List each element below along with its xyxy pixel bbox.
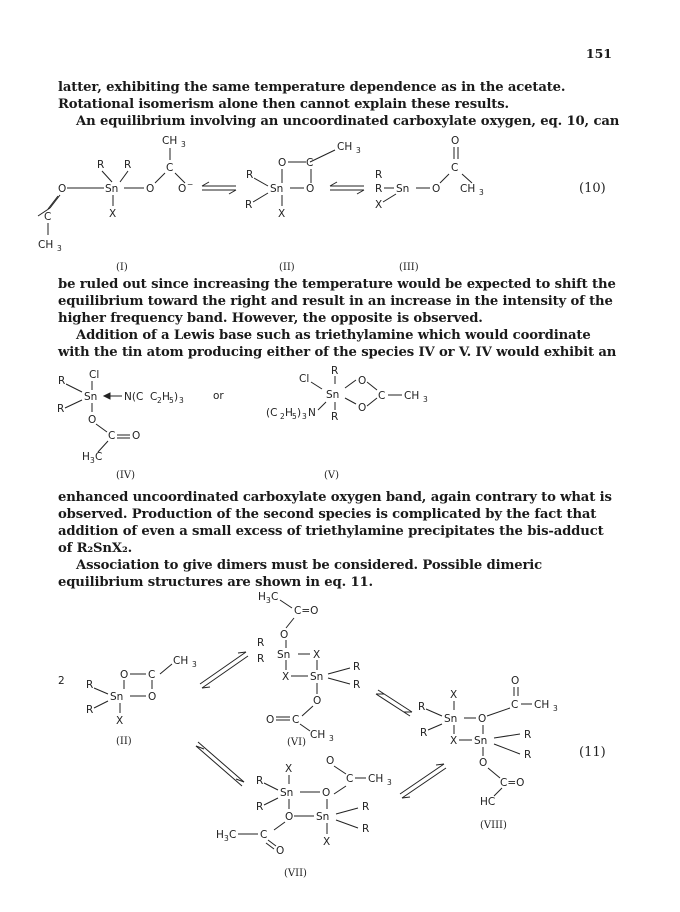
or-connector: or (213, 390, 224, 402)
svg-text:O: O (148, 691, 157, 703)
page-number: 151 (585, 46, 612, 61)
structure-IV (57, 369, 184, 481)
svg-text:HC: HC (480, 796, 496, 808)
svg-text:R: R (257, 653, 265, 665)
svg-text:N: N (308, 407, 316, 419)
svg-text:O: O (358, 402, 367, 414)
svg-text:CH: CH (310, 729, 326, 741)
svg-text:O: O (451, 135, 460, 147)
svg-text:Sn: Sn (277, 649, 291, 661)
svg-text:N(C: N(C (124, 391, 144, 403)
svg-text:3: 3 (179, 396, 184, 405)
svg-text:C: C (271, 591, 279, 603)
svg-text:CH: CH (162, 135, 178, 147)
svg-text:R: R (58, 375, 66, 387)
paragraph-6: Association to give dimers must be considered. Possible dimeric equilibrium structures are shown in eq. 11. (58, 558, 543, 590)
eq11-coefficient: 2 (58, 675, 65, 687)
svg-text:R: R (256, 801, 264, 813)
svg-text:C: C (306, 157, 314, 169)
svg-text:X: X (450, 689, 458, 701)
svg-text:5: 5 (169, 396, 174, 405)
svg-text:C: C (108, 430, 116, 442)
svg-text:Sn: Sn (280, 787, 294, 799)
svg-text:R: R (57, 403, 65, 415)
svg-text:C: C (44, 211, 52, 223)
svg-text:2: 2 (157, 396, 162, 405)
svg-text:(IV): (IV) (116, 470, 135, 481)
svg-text:3: 3 (553, 704, 558, 713)
svg-text:C: C (511, 699, 519, 711)
svg-text:CH: CH (404, 390, 420, 402)
adducts-IV-V-scheme (0, 362, 680, 488)
svg-text:O: O (132, 430, 141, 442)
svg-text:O: O (432, 183, 441, 195)
svg-text:−: − (187, 180, 194, 189)
svg-text:Cl: Cl (89, 369, 100, 381)
svg-text:X: X (116, 715, 124, 727)
svg-text:H: H (258, 591, 266, 603)
structure-VIII (418, 675, 558, 831)
svg-text:O: O (276, 845, 285, 857)
paragraph-4: Addition of a Lewis base such as triethylamine which would coordinate with the tin atom producing either of the species IV or V. IV would exhibit an (58, 328, 617, 360)
svg-text:(II): (II) (116, 736, 132, 747)
svg-text:X: X (109, 208, 117, 220)
equation-10-scheme (0, 128, 680, 278)
svg-text:Sn: Sn (84, 391, 98, 403)
svg-text:Sn: Sn (110, 691, 124, 703)
svg-text:R: R (362, 801, 370, 813)
svg-text:3: 3 (192, 660, 197, 669)
structure-II (245, 141, 361, 273)
svg-text:R: R (353, 679, 361, 691)
svg-text:R: R (353, 661, 361, 673)
svg-text:(III): (III) (399, 262, 419, 273)
svg-text:R: R (524, 729, 532, 741)
svg-text:R: R (124, 159, 132, 171)
svg-text:C: C (150, 391, 158, 403)
svg-text:R: R (86, 704, 94, 716)
svg-text:H: H (82, 451, 90, 463)
equilibrium-arrow-2 (330, 182, 364, 194)
svg-text:R: R (97, 159, 105, 171)
svg-text:R: R (331, 365, 339, 377)
svg-text:O: O (285, 811, 294, 823)
svg-text:Sn: Sn (105, 183, 119, 195)
svg-text:R: R (86, 679, 94, 691)
equation-11-scheme (0, 588, 680, 878)
svg-text:X: X (323, 836, 331, 848)
svg-text:C: C (292, 714, 300, 726)
svg-text:C: C (148, 669, 156, 681)
paragraph-3: be ruled out since increasing the temperature would be expected to shift the equilibrium toward the right and result in an increase in the intensity of the higher frequency band. However, the opposite is observed. (58, 277, 616, 326)
svg-text:CH: CH (337, 141, 353, 153)
svg-text:O: O (511, 675, 520, 687)
structure-VII (216, 755, 392, 879)
svg-text:O: O (322, 787, 331, 799)
arrow-II-VII (196, 742, 244, 786)
svg-text:C: C (451, 162, 459, 174)
svg-text:H: H (162, 391, 170, 403)
svg-text:3: 3 (356, 146, 361, 155)
svg-text:CH: CH (38, 239, 54, 251)
svg-text:O: O (358, 375, 367, 387)
svg-text:3: 3 (329, 734, 334, 743)
svg-text:R: R (418, 701, 426, 713)
svg-text:Sn: Sn (316, 811, 330, 823)
svg-text:Sn: Sn (326, 389, 340, 401)
svg-text:3: 3 (90, 456, 95, 465)
svg-text:O: O (146, 183, 155, 195)
svg-text:O: O (313, 695, 322, 707)
equation-number-11: (11) (579, 745, 606, 760)
svg-text:): ) (297, 407, 302, 419)
structure-I (38, 135, 193, 273)
svg-text:(VIII): (VIII) (480, 820, 507, 831)
eq11-structure-II (58, 655, 197, 747)
svg-text:(I): (I) (116, 262, 128, 273)
svg-text:C: C (229, 829, 237, 841)
paragraph-5: enhanced uncoordinated carboxylate oxygen band, again contrary to what is observed. Production of the second species is complicated by the fact that addition of even a small excess of triethylamine precipitates the bis-adduct of R₂SnX₂. (58, 490, 612, 556)
svg-text:R: R (524, 749, 532, 761)
svg-text:3: 3 (224, 834, 229, 843)
svg-text:O: O (478, 713, 487, 725)
svg-text:Sn: Sn (474, 735, 488, 747)
arrow-II-VI (200, 652, 248, 688)
svg-text:R: R (245, 199, 253, 211)
svg-text:): ) (174, 391, 179, 403)
paragraph-1: latter, exhibiting the same temperature dependence as in the acetate. Rotational isomerism alone then cannot explain these results. (58, 80, 566, 112)
svg-text:O: O (306, 183, 315, 195)
arrow-VII-VIII (400, 764, 446, 798)
svg-text:3: 3 (57, 244, 62, 253)
structure-III (375, 135, 484, 273)
svg-text:CH: CH (173, 655, 189, 667)
svg-text:O: O (326, 755, 335, 767)
svg-text:2: 2 (280, 412, 285, 421)
svg-text:O: O (58, 183, 67, 195)
svg-text:O: O (280, 629, 289, 641)
svg-text:O: O (88, 414, 97, 426)
svg-text:O: O (266, 714, 275, 726)
svg-text:Sn: Sn (444, 713, 458, 725)
svg-text:C=O: C=O (294, 605, 319, 617)
svg-text:C=O: C=O (500, 777, 525, 789)
svg-text:X: X (282, 671, 290, 683)
svg-text:R: R (331, 411, 339, 423)
svg-text:C: C (95, 451, 103, 463)
svg-text:Sn: Sn (310, 671, 324, 683)
svg-text:3: 3 (302, 412, 307, 421)
equilibrium-arrow-1 (202, 182, 236, 194)
svg-text:O: O (278, 157, 287, 169)
svg-text:X: X (375, 199, 383, 211)
svg-text:R: R (362, 823, 370, 835)
svg-text:3: 3 (387, 778, 392, 787)
svg-text:(V): (V) (324, 470, 340, 481)
svg-text:O: O (178, 183, 187, 195)
svg-text:Cl: Cl (299, 373, 310, 385)
svg-text:3: 3 (423, 395, 428, 404)
svg-text:X: X (278, 208, 286, 220)
svg-text:(C: (C (266, 407, 278, 419)
arrow-VI-VIII (376, 690, 412, 716)
paragraph-2: An equilibrium involving an uncoordinated carboxylate oxygen, eq. 10, can (76, 114, 620, 129)
svg-text:R: R (375, 169, 383, 181)
svg-text:R: R (257, 637, 265, 649)
svg-text:5: 5 (292, 412, 297, 421)
svg-text:H: H (285, 407, 293, 419)
svg-text:R: R (256, 775, 264, 787)
svg-text:X: X (450, 735, 458, 747)
svg-text:X: X (313, 649, 321, 661)
svg-text:(II): (II) (279, 262, 295, 273)
svg-text:O: O (479, 757, 488, 769)
equation-number-10: (10) (579, 181, 606, 196)
svg-text:3: 3 (266, 596, 271, 605)
svg-text:H: H (216, 829, 224, 841)
svg-text:CH: CH (534, 699, 550, 711)
svg-text:3: 3 (479, 188, 484, 197)
svg-text:R: R (375, 183, 383, 195)
svg-text:C: C (260, 829, 268, 841)
svg-text:X: X (285, 763, 293, 775)
structure-VI (257, 591, 360, 748)
svg-text:C: C (346, 773, 354, 785)
svg-text:C: C (166, 162, 174, 174)
svg-text:Sn: Sn (270, 183, 284, 195)
svg-text:(VII): (VII) (284, 868, 307, 879)
svg-text:Sn: Sn (396, 183, 410, 195)
structure-V (266, 365, 428, 481)
svg-text:R: R (420, 727, 428, 739)
svg-text:CH: CH (368, 773, 384, 785)
svg-text:(VI): (VI) (287, 737, 306, 748)
svg-text:C: C (378, 390, 386, 402)
svg-text:CH: CH (460, 183, 476, 195)
svg-text:R: R (246, 169, 254, 181)
svg-text:3: 3 (181, 140, 186, 149)
svg-text:O: O (120, 669, 129, 681)
